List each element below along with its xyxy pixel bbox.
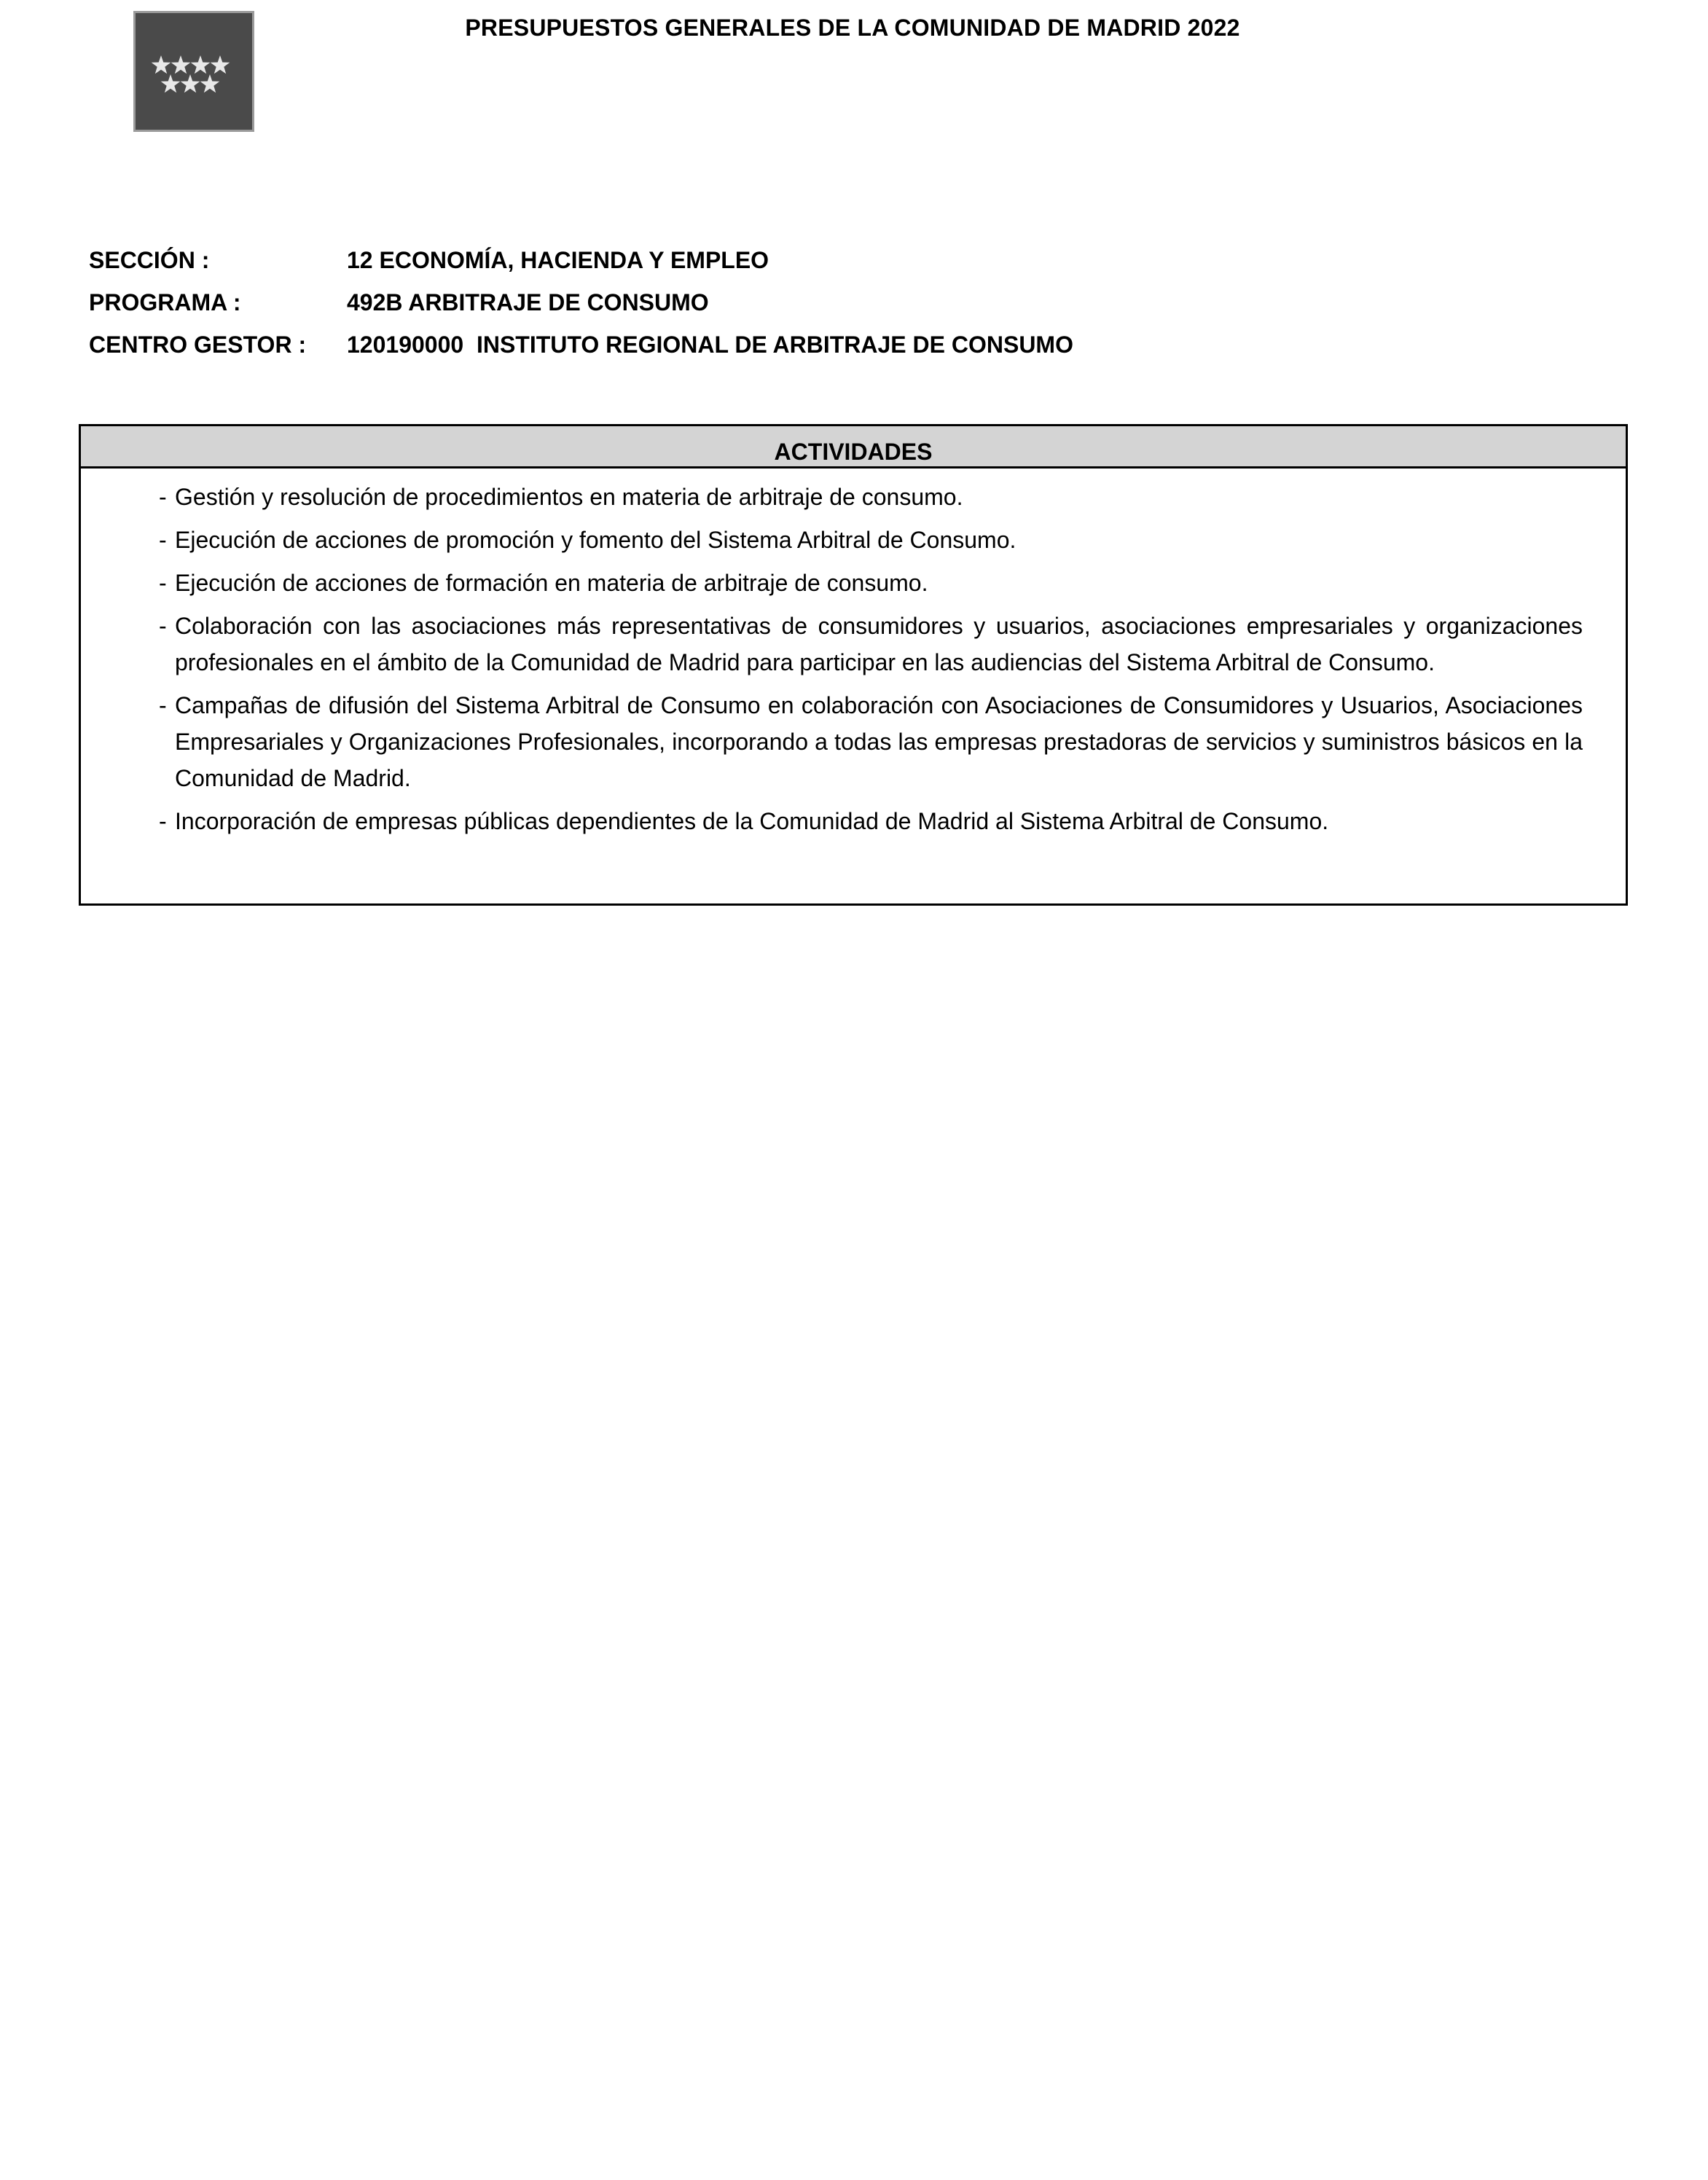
centro-gestor-value: 120190000 INSTITUTO REGIONAL DE ARBITRAJE DE CONSUMO: [347, 331, 1073, 358]
page-title: PRESUPUESTOS GENERALES DE LA COMUNIDAD DE MADRID 2022: [465, 15, 1240, 41]
list-item: [159, 803, 1583, 839]
madrid-seven-stars-icon: [133, 11, 254, 132]
centro-gestor-label: CENTRO GESTOR :: [89, 331, 307, 358]
bullet-dash: -: [159, 527, 167, 553]
bullet-dash: -: [159, 808, 167, 834]
bullet-dash: -: [159, 692, 167, 718]
budget-metadata: [89, 239, 1073, 366]
programa-label: PROGRAMA :: [89, 289, 241, 315]
seccion-label: SECCIÓN :: [89, 246, 210, 273]
list-item: [159, 687, 1583, 796]
bullet-dash: -: [159, 570, 167, 596]
activity-text: Incorporación de empresas públicas dependientes de la Comunidad de Madrid al Sistema Arbitral de Consumo.: [175, 808, 1329, 834]
bullet-dash: -: [159, 613, 167, 639]
activity-text: Ejecución de acciones de promoción y fomento del Sistema Arbitral de Consumo.: [175, 527, 1016, 553]
list-item: [159, 522, 1583, 558]
activity-text: Colaboración con las asociaciones más representativas de consumidores y usuarios, asociaciones empresariales y organizaciones profesionales en el ámbito de la Comunidad de Madrid para participar en las audiencias del Sistema Arbitral de Consumo.: [175, 613, 1583, 675]
activities-box: [79, 424, 1628, 906]
activities-list: [81, 468, 1626, 839]
list-item: [159, 608, 1583, 681]
centro-gestor-row: [89, 324, 1073, 366]
activity-text: Ejecución de acciones de formación en materia de arbitraje de consumo.: [175, 570, 928, 596]
seccion-value: 12 ECONOMÍA, HACIENDA Y EMPLEO: [347, 246, 769, 273]
activity-text: Gestión y resolución de procedimientos en materia de arbitraje de consumo.: [175, 484, 963, 510]
activity-text: Campañas de difusión del Sistema Arbitral de Consumo en colaboración con Asociaciones de Consumidores y Usuarios, Asociaciones Empresariales y Organizaciones Profesionales, incorporando a todas las empresas prestadoras de servicios y suministros básicos en la Comunidad de Madrid.: [175, 692, 1583, 791]
activities-heading: ACTIVIDADES: [81, 426, 1626, 468]
bullet-dash: -: [159, 484, 167, 510]
programa-row: [89, 281, 1073, 324]
list-item: [159, 479, 1583, 515]
list-item: [159, 565, 1583, 601]
programa-value: 492B ARBITRAJE DE CONSUMO: [347, 289, 709, 315]
seccion-row: [89, 239, 1073, 281]
